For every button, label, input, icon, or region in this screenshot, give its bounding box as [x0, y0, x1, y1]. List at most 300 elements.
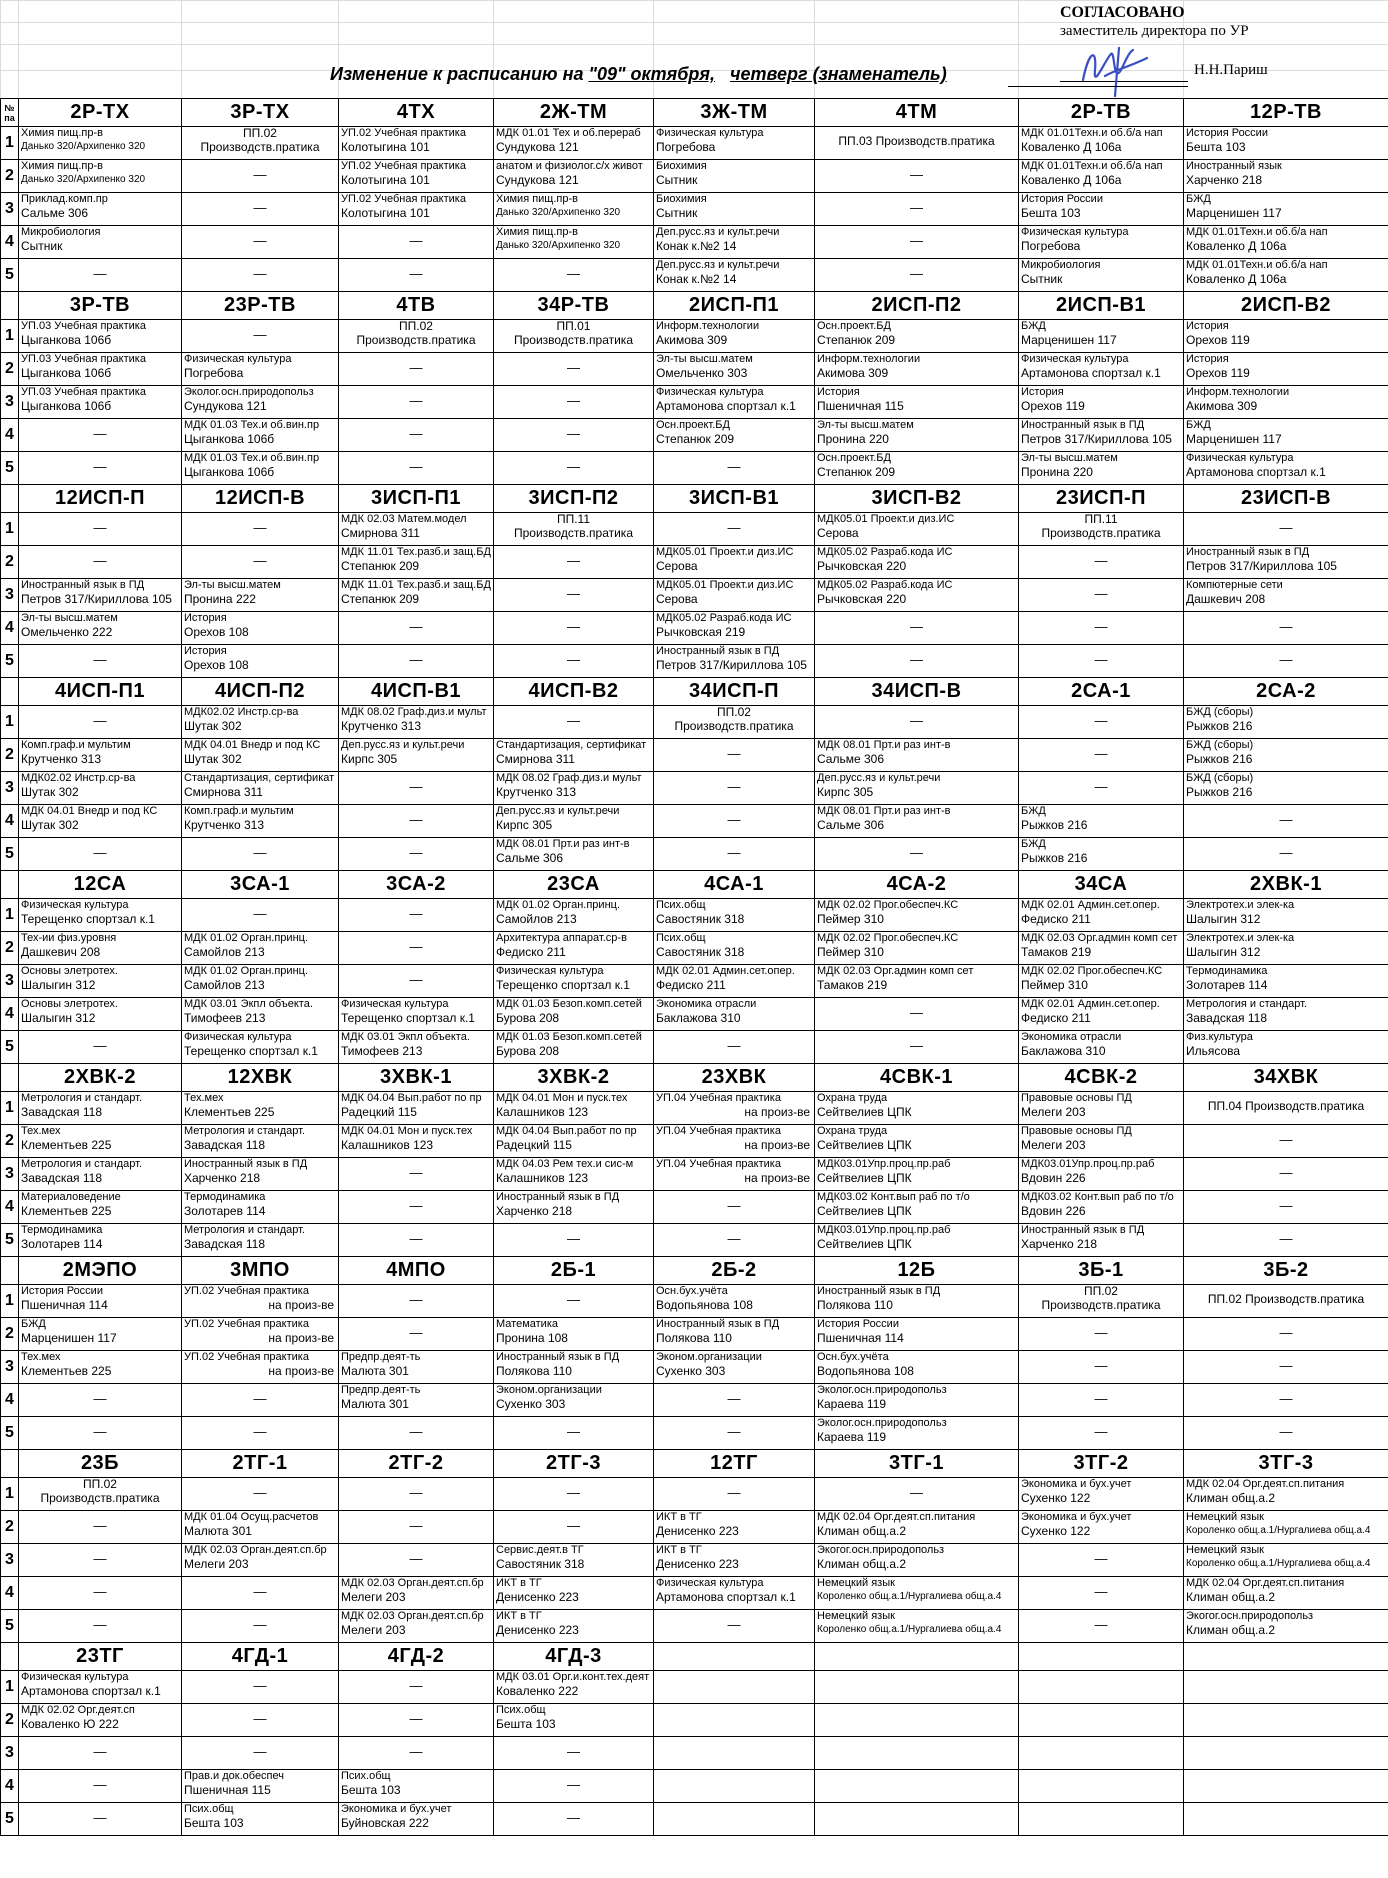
lesson-cell [1184, 706, 1388, 739]
teacher-text: Самойлов 213 [184, 945, 265, 959]
empty-dash: — [93, 713, 107, 728]
teacher-text: Харченко 218 [184, 1171, 261, 1185]
teacher-text: Марценишен 117 [1186, 432, 1282, 446]
lesson-cell [1184, 1125, 1388, 1158]
group-header: 3ТГ-2 [1019, 1450, 1184, 1478]
teacher-text: Шалыгин 312 [1186, 912, 1261, 926]
schedule-block [0, 1449, 1388, 1643]
group-header: 3СА-2 [339, 871, 494, 899]
subject-text: МДК 02.01 Админ.сет.опер. [1021, 899, 1160, 911]
subject-text: МДК 01.01Техн.и об.б/а нап [1021, 127, 1163, 139]
lesson-cell [654, 1224, 815, 1257]
subject-text: МДК 02.02 Прог.обеспеч.КС [817, 932, 959, 944]
empty-dash: — [1094, 619, 1108, 634]
group-header: 3Ж-ТМ [654, 99, 815, 127]
lesson-cell [19, 772, 182, 805]
teacher-text: Кирпс 305 [817, 785, 874, 799]
lesson-cell [19, 965, 182, 998]
teacher-text: Цыганкова 106б [184, 465, 275, 479]
empty-dash: — [1094, 1391, 1108, 1406]
group-header: 34ИСП-П [654, 678, 815, 706]
lesson-cell [494, 320, 654, 353]
empty-dash: — [1094, 713, 1108, 728]
empty-dash: — [727, 812, 741, 827]
lesson-cell [19, 1224, 182, 1257]
lesson-cell [494, 226, 654, 259]
group-header: 23ИСП-П [1019, 485, 1184, 513]
lesson-cell [654, 1770, 815, 1803]
teacher-text: Терещенко спортзал к.1 [184, 1044, 318, 1058]
lesson-cell [19, 1158, 182, 1191]
table-row [1, 513, 1388, 546]
title-line [1008, 86, 1188, 87]
lesson-cell [182, 579, 339, 612]
subject-text: Эл-ты высш.матем [817, 419, 914, 431]
lesson-cell [494, 772, 654, 805]
lesson-cell [19, 1417, 182, 1450]
empty-dash: — [1094, 1325, 1108, 1340]
empty-dash: — [93, 1518, 107, 1533]
teacher-text: Клементьев 225 [21, 1364, 112, 1378]
empty-dash: — [93, 553, 107, 568]
lesson-cell [815, 965, 1019, 998]
lesson-cell [182, 739, 339, 772]
empty-dash: — [93, 1584, 107, 1599]
subject-text: ПП.02 Производств.пратика [1207, 1292, 1365, 1306]
lesson-cell [339, 805, 494, 838]
empty-dash: — [567, 1292, 580, 1307]
empty-dash: — [93, 1391, 107, 1406]
teacher-text: Пеймер 310 [817, 945, 884, 959]
lesson-cell [19, 1803, 182, 1836]
teacher-text: Клементьев 225 [184, 1105, 275, 1119]
group-header: 3ТГ-1 [815, 1450, 1019, 1478]
lesson-cell [654, 612, 815, 645]
lesson-cell [494, 1384, 654, 1417]
lesson-cell [339, 1770, 494, 1803]
subject-text: МДК 01.02 Орган.принц. [184, 965, 309, 977]
lesson-cell [815, 1671, 1019, 1704]
teacher-text: Серова [656, 559, 698, 573]
teacher-text: Кирпс 305 [341, 752, 398, 766]
table-row [1, 353, 1388, 386]
subject-text: Стандартизация, сертификат [496, 739, 647, 751]
lesson-cell [1184, 1158, 1388, 1191]
lesson-cell [815, 1158, 1019, 1191]
subject-text: МДК05.02 Разраб.кода ИС [656, 612, 792, 624]
lesson-cell [19, 1737, 182, 1770]
teacher-text: на произ-ве [268, 1364, 334, 1378]
lesson-cell [182, 353, 339, 386]
approval-stamp: СОГЛАСОВАНО [1060, 4, 1185, 21]
lesson-cell [182, 386, 339, 419]
subject-text: Физическая культура [21, 899, 129, 911]
lesson-cell [1019, 1417, 1184, 1450]
lesson-cell [339, 1737, 494, 1770]
group-header: 2ХВК-1 [1184, 871, 1388, 899]
empty-dash: — [1279, 520, 1293, 535]
subject-text: История России [1186, 127, 1268, 139]
empty-dash: — [253, 1584, 267, 1599]
teacher-text: Пронина 220 [1021, 465, 1093, 479]
lesson-cell [654, 1544, 815, 1577]
lesson-cell [815, 1704, 1019, 1737]
lesson-cell [815, 739, 1019, 772]
subject-text: МДК 01.03 Безоп.комп.сетей [496, 998, 642, 1010]
group-header: 2Ж-ТМ [494, 99, 654, 127]
subject-text: Деп.русс.яз и культ.речи [817, 772, 941, 784]
lesson-cell [182, 226, 339, 259]
teacher-text: Пшеничная 114 [21, 1298, 108, 1312]
teacher-text: Производств.пратика [1041, 1298, 1161, 1312]
group-header: 2СА-1 [1019, 678, 1184, 706]
table-row [1, 1803, 1388, 1836]
lesson-cell [19, 1704, 182, 1737]
teacher-text: Производств.пратика [200, 140, 320, 154]
teacher-text: Мелеги 203 [341, 1590, 406, 1604]
lesson-cell [494, 1285, 654, 1318]
lesson-cell [815, 1285, 1019, 1318]
subject-text: Эколог.осн.природопольз [817, 1417, 947, 1429]
lesson-cell [815, 513, 1019, 546]
subject-text: Деп.русс.яз и культ.речи [496, 805, 620, 817]
empty-dash: — [727, 459, 741, 474]
lesson-cell [815, 579, 1019, 612]
subject-text: Эл-ты высш.матем [184, 579, 281, 591]
empty-dash: — [409, 1744, 423, 1759]
lesson-cell [19, 1770, 182, 1803]
teacher-text: Тимофеев 213 [184, 1011, 266, 1025]
teacher-text: Денисенко 223 [656, 1557, 739, 1571]
teacher-text: Буйновская 222 [341, 1816, 429, 1830]
empty-dash: — [910, 200, 923, 215]
lesson-cell [654, 127, 815, 160]
teacher-text: Федиско 211 [496, 945, 566, 959]
schedule-block [0, 98, 1388, 292]
lesson-cell [494, 513, 654, 546]
teacher-text: Короленко общ.а.1/Нургалиева общ.а.4 [817, 1624, 1002, 1635]
teacher-text: Короленко общ.а.1/Нургалиева общ.а.4 [1186, 1558, 1371, 1569]
lesson-cell [19, 838, 182, 871]
lesson-cell [1019, 1704, 1184, 1737]
subject-text: ИКТ в ТГ [656, 1511, 702, 1523]
teacher-text: Сухенко 122 [1021, 1524, 1091, 1538]
teacher-text: Рычковская 220 [817, 592, 907, 606]
lesson-cell [815, 386, 1019, 419]
subject-text: Псих.общ [656, 899, 706, 911]
lesson-cell [182, 1285, 339, 1318]
lesson-cell [654, 1092, 815, 1125]
lesson-cell [654, 546, 815, 579]
table-row [1, 805, 1388, 838]
lesson-cell [494, 1803, 654, 1836]
subject-text: История [1186, 353, 1229, 365]
teacher-text: Полякова 110 [496, 1364, 572, 1378]
lesson-cell [654, 772, 815, 805]
lesson-cell [1184, 1577, 1388, 1610]
lesson-cell [339, 320, 494, 353]
subject-text: МДК 04.04 Вып.работ по пр [341, 1092, 482, 1104]
table-row [1, 1318, 1388, 1351]
subject-text: Микробиология [21, 226, 101, 238]
lesson-cell [654, 1737, 815, 1770]
lesson-cell [815, 1125, 1019, 1158]
lesson-cell [1184, 1770, 1388, 1803]
teacher-text: Коваленко Д 106а [1021, 173, 1122, 187]
subject-text: МДК 04.03 Рем тех.и сис-м [496, 1158, 634, 1170]
teacher-text: Сытник [1021, 272, 1063, 286]
lesson-cell [19, 1577, 182, 1610]
teacher-text: Марценишен 117 [1021, 333, 1117, 347]
teacher-text: Сухенко 303 [496, 1397, 566, 1411]
subject-text: МДК05.02 Разраб.кода ИС [817, 546, 953, 558]
pair-number: 3 [1, 1544, 19, 1577]
teacher-text: Крутченко 313 [496, 785, 576, 799]
lesson-cell [494, 1770, 654, 1803]
lesson-cell [339, 226, 494, 259]
group-header: 23Б [19, 1450, 182, 1478]
subject-text: УП.02 Учебная практика [184, 1285, 309, 1297]
lesson-cell [654, 739, 815, 772]
approval-block [1060, 3, 1380, 78]
pair-number: 1 [1, 127, 19, 160]
lesson-cell [339, 1158, 494, 1191]
lesson-cell [1019, 160, 1184, 193]
lesson-cell [654, 226, 815, 259]
empty-dash: — [727, 1485, 741, 1500]
empty-dash: — [93, 520, 107, 535]
subject-text: История [817, 386, 860, 398]
subject-text: Осн.бух.учёта [656, 1285, 728, 1297]
subject-text: Микробиология [1021, 259, 1101, 271]
teacher-text: Цыганкова 106б [21, 399, 112, 413]
lesson-cell [815, 1031, 1019, 1064]
group-header: 34Р-ТВ [494, 292, 654, 320]
empty-dash: — [409, 845, 423, 860]
lesson-cell [494, 838, 654, 871]
teacher-text: Смирнова 311 [496, 752, 575, 766]
lesson-cell [182, 1125, 339, 1158]
lesson-cell [339, 1224, 494, 1257]
lesson-cell [494, 1318, 654, 1351]
lesson-cell [1019, 965, 1184, 998]
lesson-cell [494, 805, 654, 838]
table-row [1, 1158, 1388, 1191]
lesson-cell [815, 1478, 1019, 1511]
pair-number: 4 [1, 1577, 19, 1610]
empty-dash: — [253, 266, 267, 281]
empty-dash: — [253, 233, 267, 248]
lesson-cell [494, 1092, 654, 1125]
subject-text: МДК 02.03 Орган.деят.сп.бр [341, 1577, 484, 1589]
lesson-cell [339, 739, 494, 772]
subject-text: МДК05.02 Разраб.кода ИС [817, 579, 953, 591]
subject-text: Информ.технологии [656, 320, 760, 332]
table-row [1, 706, 1388, 739]
subject-text: ПП.01 [556, 320, 591, 333]
lesson-cell [494, 645, 654, 678]
lesson-cell [815, 1384, 1019, 1417]
pair-number: 2 [1, 546, 19, 579]
subject-text: УП.02 Учебная практика [184, 1351, 309, 1363]
lesson-cell [1019, 1125, 1184, 1158]
group-header: 4ТМ [815, 99, 1019, 127]
lesson-cell [182, 772, 339, 805]
empty-dash: — [409, 360, 423, 375]
teacher-text: Артамонова спортзал к.1 [1186, 465, 1326, 479]
subject-text: ПП.11 [556, 513, 591, 526]
subject-text: Физическая культура [341, 998, 449, 1010]
teacher-text: Сальме 306 [817, 752, 885, 766]
teacher-text: Вдовин 226 [1021, 1204, 1086, 1218]
lesson-cell [182, 259, 339, 292]
lesson-cell [654, 1384, 815, 1417]
lesson-cell [1019, 513, 1184, 546]
subject-text: ИКТ в ТГ [496, 1577, 542, 1589]
teacher-text: Харченко 218 [496, 1204, 573, 1218]
teacher-text: Данько 320/Архипенко 320 [496, 207, 621, 218]
teacher-text: на произ-ве [268, 1298, 334, 1312]
lesson-cell [339, 612, 494, 645]
lesson-cell [339, 1704, 494, 1737]
lesson-cell [1019, 1318, 1184, 1351]
teacher-text: Бурова 208 [496, 1044, 560, 1058]
lesson-cell [1019, 1577, 1184, 1610]
teacher-text: Сальме 306 [21, 206, 89, 220]
lesson-cell [19, 1092, 182, 1125]
subject-text: Сервис.деят.в ТГ [496, 1544, 584, 1556]
lesson-cell [654, 1478, 815, 1511]
empty-dash: — [93, 459, 107, 474]
teacher-text: Баклажова 310 [1021, 1044, 1106, 1058]
teacher-text: Тамаков 219 [1021, 945, 1092, 959]
teacher-text: Артамонова спортзал к.1 [1021, 366, 1161, 380]
subject-text: Охрана труда [817, 1092, 888, 1104]
subject-text: Биохимия [656, 193, 707, 205]
subject-text: Псих.общ [496, 1704, 546, 1716]
subject-text: МДК 02.01 Админ.сет.опер. [656, 965, 795, 977]
lesson-cell [182, 1511, 339, 1544]
teacher-text: Водопьянова 108 [656, 1298, 753, 1312]
lesson-cell [339, 1191, 494, 1224]
subject-text: Осн.бух.учёта [817, 1351, 889, 1363]
lesson-cell [1184, 998, 1388, 1031]
empty-dash: — [727, 1198, 741, 1213]
teacher-text: Пеймер 310 [817, 912, 884, 926]
empty-dash: — [1279, 652, 1293, 667]
teacher-text: Цыганкова 106б [184, 432, 275, 446]
empty-dash: — [727, 520, 741, 535]
teacher-text: Орехов 108 [184, 658, 249, 672]
lesson-cell [815, 1737, 1019, 1770]
empty-dash: — [910, 233, 923, 248]
lesson-cell [815, 452, 1019, 485]
group-header: 3СА-1 [182, 871, 339, 899]
subject-text: ПП.02 [717, 706, 751, 719]
lesson-cell [19, 1318, 182, 1351]
subject-text: Немецкий язык [1186, 1544, 1264, 1556]
lesson-cell [1019, 706, 1184, 739]
lesson-cell [1019, 386, 1184, 419]
subject-text: МДК 02.03 Орг.админ комп сет [1021, 932, 1178, 944]
teacher-text: Пронина 108 [496, 1331, 568, 1345]
lesson-cell [494, 1031, 654, 1064]
pair-number: 4 [1, 998, 19, 1031]
group-header: 2ИСП-В2 [1184, 292, 1388, 320]
empty-dash: — [253, 1391, 267, 1406]
table-row [1, 259, 1388, 292]
lesson-cell [1184, 805, 1388, 838]
lesson-cell [1184, 386, 1388, 419]
lesson-cell [654, 419, 815, 452]
subject-text: МДК 03.01 Экпл объекта. [341, 1031, 470, 1043]
empty-dash: — [727, 1617, 741, 1632]
lesson-cell [339, 1478, 494, 1511]
subject-text: МДК 08.02 Граф.диз.и мульт [496, 772, 642, 784]
lesson-cell [1019, 226, 1184, 259]
teacher-text: Самойлов 213 [184, 978, 265, 992]
group-header: 3Б-1 [1019, 1257, 1184, 1285]
subject-text: Эл-ты высш.матем [21, 612, 118, 624]
pair-number-header [1, 1450, 19, 1478]
table-row [1, 127, 1388, 160]
lesson-cell [339, 1544, 494, 1577]
teacher-text: Денисенко 223 [656, 1524, 739, 1538]
lesson-cell [19, 1511, 182, 1544]
pair-number: 5 [1, 1224, 19, 1257]
lesson-cell [182, 513, 339, 546]
teacher-text: Самойлов 213 [496, 912, 577, 926]
group-header: 3ИСП-П1 [339, 485, 494, 513]
subject-text: ПП.02 [83, 1478, 117, 1491]
lesson-cell [182, 1544, 339, 1577]
empty-dash: — [409, 1198, 423, 1213]
empty-dash: — [409, 779, 423, 794]
lesson-cell [494, 1191, 654, 1224]
lesson-cell [339, 419, 494, 452]
lesson-cell [815, 772, 1019, 805]
table-row [1, 546, 1388, 579]
subject-text: УП.04 Учебная практика [656, 1125, 781, 1137]
empty-dash: — [567, 393, 580, 408]
empty-dash: — [409, 1424, 423, 1439]
subject-text: Физическая культура [656, 1577, 764, 1589]
teacher-text: Харченко 218 [1021, 1237, 1098, 1251]
lesson-cell [19, 612, 182, 645]
teacher-text: Шутак 302 [184, 752, 242, 766]
subject-text: История России [817, 1318, 899, 1330]
empty-dash: — [1279, 1325, 1293, 1340]
empty-dash: — [409, 652, 423, 667]
teacher-text: Малюта 301 [341, 1364, 409, 1378]
empty-dash: — [409, 233, 423, 248]
lesson-cell [654, 1417, 815, 1450]
teacher-text: Малюта 301 [184, 1524, 252, 1538]
teacher-text: Погребова [184, 366, 244, 380]
lesson-cell [815, 193, 1019, 226]
subject-text: МДК 11.01 Тех.разб.и защ.БД [341, 546, 491, 558]
empty-dash: — [409, 266, 423, 281]
empty-dash: — [253, 1678, 267, 1693]
teacher-text: Данько 320/Архипенко 320 [496, 240, 621, 251]
subject-text: Иностранный язык в ПД [1021, 419, 1145, 431]
empty-dash: — [567, 1810, 580, 1825]
table-row [1, 1191, 1388, 1224]
lesson-cell [815, 353, 1019, 386]
subject-text: Иностранный язык в ПД [656, 645, 780, 657]
table-row [1, 1478, 1388, 1511]
lesson-cell [182, 1031, 339, 1064]
